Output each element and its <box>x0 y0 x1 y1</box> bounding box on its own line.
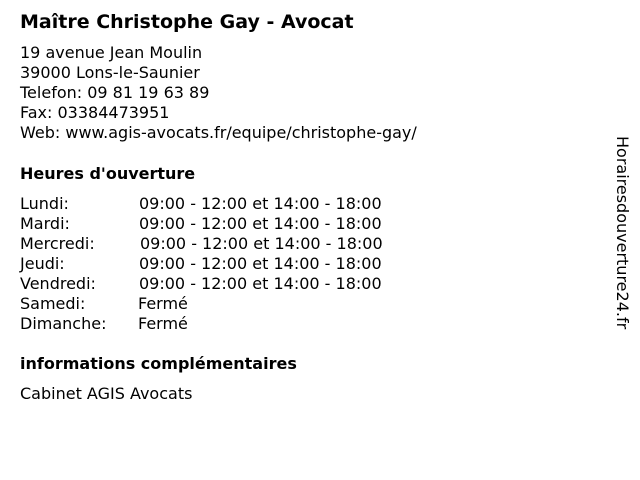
time-value: 09:00 - 12:00 et 14:00 - 18:00 <box>140 234 383 253</box>
time-value: Fermé <box>138 294 188 313</box>
time-value: 09:00 - 12:00 et 14:00 - 18:00 <box>139 194 382 213</box>
street-address: 19 avenue Jean Moulin <box>20 43 203 62</box>
hours-row-thursday <box>20 254 440 274</box>
day-label: Dimanche: <box>20 314 107 333</box>
day-label: Mardi: <box>20 214 70 233</box>
time-value: Fermé <box>138 314 188 333</box>
day-label: Jeudi: <box>20 254 65 273</box>
contact-details <box>20 43 417 143</box>
phone-number: Telefon: 09 81 19 63 89 <box>20 83 210 102</box>
hours-row-friday <box>20 274 440 294</box>
hours-row-tuesday <box>20 214 440 234</box>
page-title: Maître Christophe Gay - Avocat <box>20 11 354 33</box>
hours-row-saturday <box>20 294 440 314</box>
additional-info-heading: informations complémentaires <box>20 354 297 373</box>
hours-row-wednesday <box>20 234 440 254</box>
time-value: 09:00 - 12:00 et 14:00 - 18:00 <box>139 214 382 233</box>
day-label: Vendredi: <box>20 274 96 293</box>
website: Web: www.agis-avocats.fr/equipe/christophe-gay/ <box>20 123 417 142</box>
time-value: 09:00 - 12:00 et 14:00 - 18:00 <box>139 274 382 293</box>
day-label: Mercredi: <box>20 234 95 253</box>
day-label: Lundi: <box>20 194 69 213</box>
hours-row-sunday <box>20 314 440 334</box>
site-watermark <box>612 136 634 372</box>
opening-hours-table <box>20 194 440 334</box>
additional-info-text: Cabinet AGIS Avocats <box>20 384 193 403</box>
time-value: 09:00 - 12:00 et 14:00 - 18:00 <box>139 254 382 273</box>
day-label: Samedi: <box>20 294 86 313</box>
city-address: 39000 Lons-le-Saunier <box>20 63 200 82</box>
hours-row-monday <box>20 194 440 214</box>
fax-number: Fax: 03384473951 <box>20 103 170 122</box>
opening-hours-heading: Heures d'ouverture <box>20 164 196 183</box>
watermark-text: Horairesdouverture24.fr <box>613 136 632 330</box>
